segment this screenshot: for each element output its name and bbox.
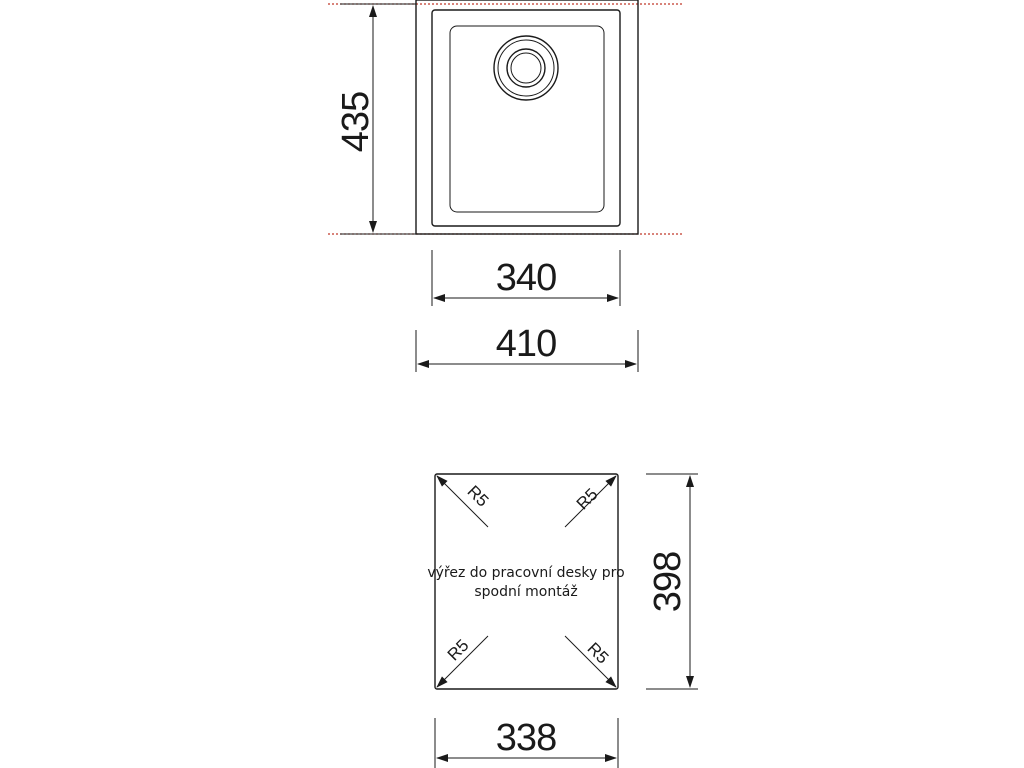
radius-label-bottom-left: R5 (443, 635, 473, 665)
cutout-note-line2: spodní montáž (474, 584, 578, 600)
sink-top-view (328, 0, 684, 372)
bowl-rim (432, 10, 620, 226)
cutout-note-line1: výřez do pracovní desky pro (427, 565, 625, 581)
radius-label-top-right: R5 (572, 484, 602, 514)
drain-icon (494, 36, 558, 100)
dimension-label-410: 410 (495, 323, 557, 365)
dimension-label-340: 340 (495, 257, 557, 299)
radius-label-top-left: R5 (463, 481, 493, 511)
dimension-label-435: 435 (335, 91, 377, 153)
bowl-basin (450, 26, 604, 212)
sink-outer-body (416, 0, 638, 234)
radius-label-bottom-right: R5 (583, 638, 613, 668)
cutout-view (427, 474, 698, 768)
dimension-label-398: 398 (647, 551, 689, 613)
dimension-label-338: 338 (495, 717, 557, 759)
